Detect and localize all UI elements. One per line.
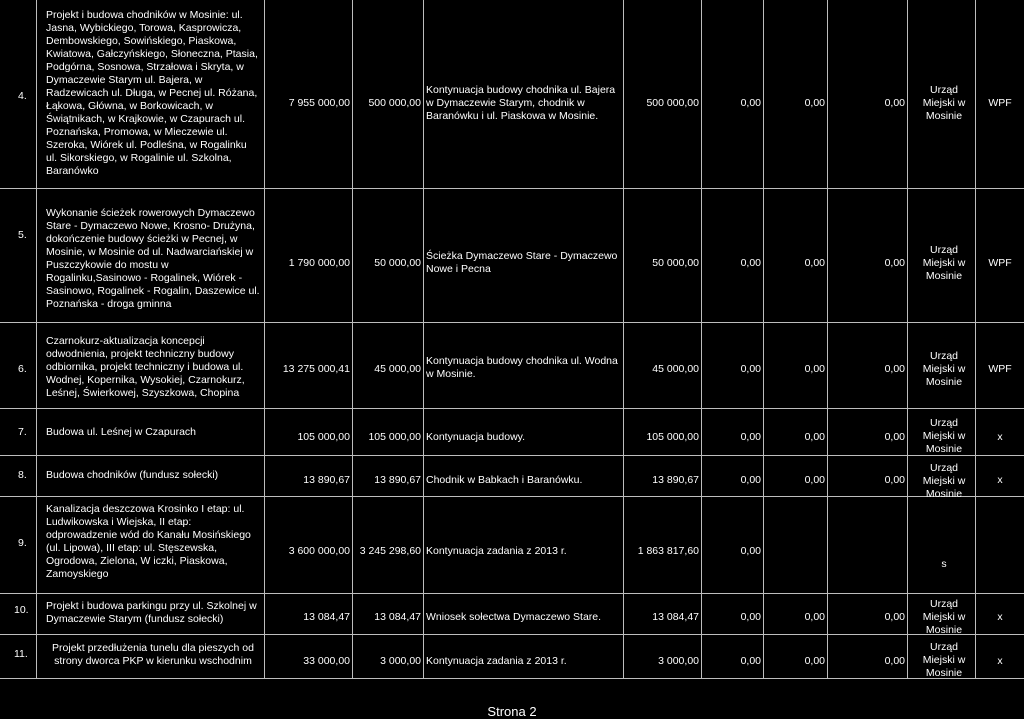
total-cost: 7 955 000,00 — [288, 97, 350, 109]
wpf-flag: s — [941, 558, 947, 570]
column-divider — [701, 0, 702, 678]
total-cost: 33 000,00 — [303, 655, 350, 667]
row-number: 5. — [18, 229, 27, 241]
scope-description: Kontynuacja budowy. — [426, 431, 526, 443]
spent-amount: 13 084,47 — [374, 611, 421, 623]
responsible-unit: Urząd Miejski w Mosinie — [922, 462, 966, 500]
wpf-flag: x — [997, 655, 1003, 667]
value-1: 0,00 — [740, 363, 761, 375]
responsible-unit: Urząd Miejski w Mosinie — [922, 598, 966, 636]
row-divider — [0, 322, 1024, 323]
row-divider — [0, 593, 1024, 594]
row-number: 10. — [14, 604, 29, 616]
task-name: Projekt i budowa parkingu przy ul. Szkolnej w Dymaczewie Starym (fundusz sołecki) — [46, 600, 257, 625]
value-2: 0,00 — [804, 474, 825, 486]
wpf-flag: WPF — [988, 97, 1012, 109]
task-name: Projekt i budowa chodników w Mosinie: ul. Jasna, Wybickiego, Torowa, Kasprowicza, Dembowskiego, Sowińskiego, Piaskowa, Kwiatowa, Gałczyńskiego, Słoneczna, Ptasia, Podgórna, Sosnowa, Strzałowa i Skryta, w Dymaczewie Starym ul. Bajera, w Radzewicach ul. Długa, w Pecnej ul. Różana, Łąkowa, Główna, w Borkowicach, w Świątnikach, w Krajkowie, w Czapurach ul. Poznańska, Promowa, w Mieczewie ul. Szeroka, Wiórek ul. Podleśna, w Rogalinku ul. Sikorskiego, w Rogalinie ul. Szkolna, Baranówko — [46, 9, 258, 177]
column-divider — [423, 0, 424, 678]
total-cost: 13 084,47 — [303, 611, 350, 623]
task-name: Kanalizacja deszczowa Krosinko I etap: ul. Ludwikowska i Wiejska, II etap: odprowadzenie wód do Kanału Mosińskiego (ul. Lipowa), III etap: ul. Stęszewska, Ogrodowa, Zielona, W iczki, Piaskowa, Zamoyskiego — [46, 503, 251, 580]
responsible-unit: Urząd Miejski w Mosinie — [922, 244, 966, 282]
row-divider — [0, 496, 1024, 497]
responsible-unit: Urząd Miejski w Mosinie — [922, 84, 966, 122]
scope-description: Ścieżka Dymaczewo Stare - Dymaczewo Nowe i Pecna — [426, 250, 618, 275]
scope-description: Kontynuacja zadania z 2013 r. — [426, 545, 567, 557]
responsible-unit: Urząd Miejski w Mosinie — [922, 350, 966, 388]
row-divider — [0, 634, 1024, 635]
spent-amount: 13 890,67 — [374, 474, 421, 486]
wpf-flag: x — [997, 474, 1003, 486]
total-cost: 1 790 000,00 — [288, 257, 350, 269]
task-name: Wykonanie ścieżek rowerowych Dymaczewo Stare - Dymaczewo Nowe, Krosno- Drużyna, dokończenie budowy ścieżki w Pecnej, w Mosinie, w Mosinie od ul. Nadwarciańskiej w Puszczykowie do mostu w Rogalinku,Sasinowo - Rogalinek, Wiórek - Sasinowo, Rogalinek - Rogalin, Daszewice ul. Poznańska - droga gminna — [46, 207, 260, 310]
value-1: 0,00 — [740, 545, 761, 557]
value-2: 0,00 — [804, 431, 825, 443]
value-3: 0,00 — [884, 431, 905, 443]
column-divider — [623, 0, 624, 678]
value-1: 0,00 — [740, 655, 761, 667]
row-number: 9. — [18, 537, 27, 549]
row-number: 8. — [18, 469, 27, 481]
task-name: Budowa ul. Leśnej w Czapurach — [46, 426, 197, 438]
value-1: 0,00 — [740, 257, 761, 269]
row-divider — [0, 188, 1024, 189]
value-3: 0,00 — [884, 474, 905, 486]
value-1: 0,00 — [740, 97, 761, 109]
responsible-unit: Urząd Miejski w Mosinie — [922, 417, 966, 455]
page-number: Strona 2 — [487, 704, 537, 719]
scope-description: Kontynuacja budowy chodnika ul. Bajera w Dymaczewie Starym, chodnik w Baranówku i ul. Piaskowa w Mosinie. — [426, 84, 616, 122]
spent-amount: 500 000,00 — [368, 97, 421, 109]
row-number: 7. — [18, 426, 27, 438]
plan-amount: 45 000,00 — [652, 363, 699, 375]
value-3: 0,00 — [884, 257, 905, 269]
value-3: 0,00 — [884, 655, 905, 667]
column-divider — [264, 0, 265, 678]
value-3: 0,00 — [884, 611, 905, 623]
plan-amount: 1 863 817,60 — [637, 545, 699, 557]
column-divider — [763, 0, 764, 678]
spent-amount: 3 245 298,60 — [359, 545, 421, 557]
spent-amount: 50 000,00 — [374, 257, 421, 269]
spent-amount: 105 000,00 — [368, 431, 421, 443]
task-name: Budowa chodników (fundusz sołecki) — [46, 469, 219, 481]
scope-description: Chodnik w Babkach i Baranówku. — [426, 474, 583, 486]
plan-amount: 50 000,00 — [652, 257, 699, 269]
total-cost: 13 890,67 — [303, 474, 350, 486]
spent-amount: 45 000,00 — [374, 363, 421, 375]
value-2: 0,00 — [804, 611, 825, 623]
column-divider — [827, 0, 828, 678]
column-divider — [352, 0, 353, 678]
plan-amount: 3 000,00 — [658, 655, 699, 667]
total-cost: 13 275 000,41 — [282, 363, 350, 375]
task-name: Projekt przedłużenia tunelu dla pieszych od strony dworca PKP w kierunku wschodnim — [52, 642, 254, 667]
value-1: 0,00 — [740, 474, 761, 486]
value-2: 0,00 — [804, 257, 825, 269]
spent-amount: 3 000,00 — [380, 655, 421, 667]
total-cost: 105 000,00 — [297, 431, 350, 443]
column-divider — [975, 0, 976, 678]
scope-description: Wniosek sołectwa Dymaczewo Stare. — [426, 611, 602, 623]
scope-description: Kontynuacja budowy chodnika ul. Wodna w Mosinie. — [426, 355, 618, 380]
value-3: 0,00 — [884, 97, 905, 109]
value-2: 0,00 — [804, 97, 825, 109]
value-2: 0,00 — [804, 363, 825, 375]
row-number: 11. — [14, 648, 28, 660]
value-2: 0,00 — [804, 655, 825, 667]
scope-description: Kontynuacja zadania z 2013 r. — [426, 655, 567, 667]
plan-amount: 500 000,00 — [646, 97, 699, 109]
wpf-flag: WPF — [988, 363, 1012, 375]
row-number: 6. — [18, 363, 27, 375]
value-1: 0,00 — [740, 611, 761, 623]
row-number: 4. — [18, 90, 27, 102]
total-cost: 3 600 000,00 — [288, 545, 350, 557]
wpf-flag: x — [997, 431, 1003, 443]
value-1: 0,00 — [740, 431, 761, 443]
plan-amount: 13 084,47 — [652, 611, 699, 623]
plan-amount: 13 890,67 — [652, 474, 699, 486]
wpf-flag: x — [997, 611, 1003, 623]
column-divider — [36, 0, 37, 678]
wpf-flag: WPF — [988, 257, 1012, 269]
column-divider — [907, 0, 908, 678]
row-divider — [0, 455, 1024, 456]
plan-amount: 105 000,00 — [646, 431, 699, 443]
row-divider — [0, 678, 1024, 679]
responsible-unit: Urząd Miejski w Mosinie — [922, 641, 966, 679]
row-divider — [0, 408, 1024, 409]
task-name: Czarnokurz-aktualizacja koncepcji odwodnienia, projekt techniczny budowy odbiornika, projekt techniczny i budowa ul. Wodnej, Kopernika, Wysokiej, Czarnokurz, Leśnej, Świerkowej, Szyszkowa, Chopina — [46, 335, 245, 399]
value-3: 0,00 — [884, 363, 905, 375]
